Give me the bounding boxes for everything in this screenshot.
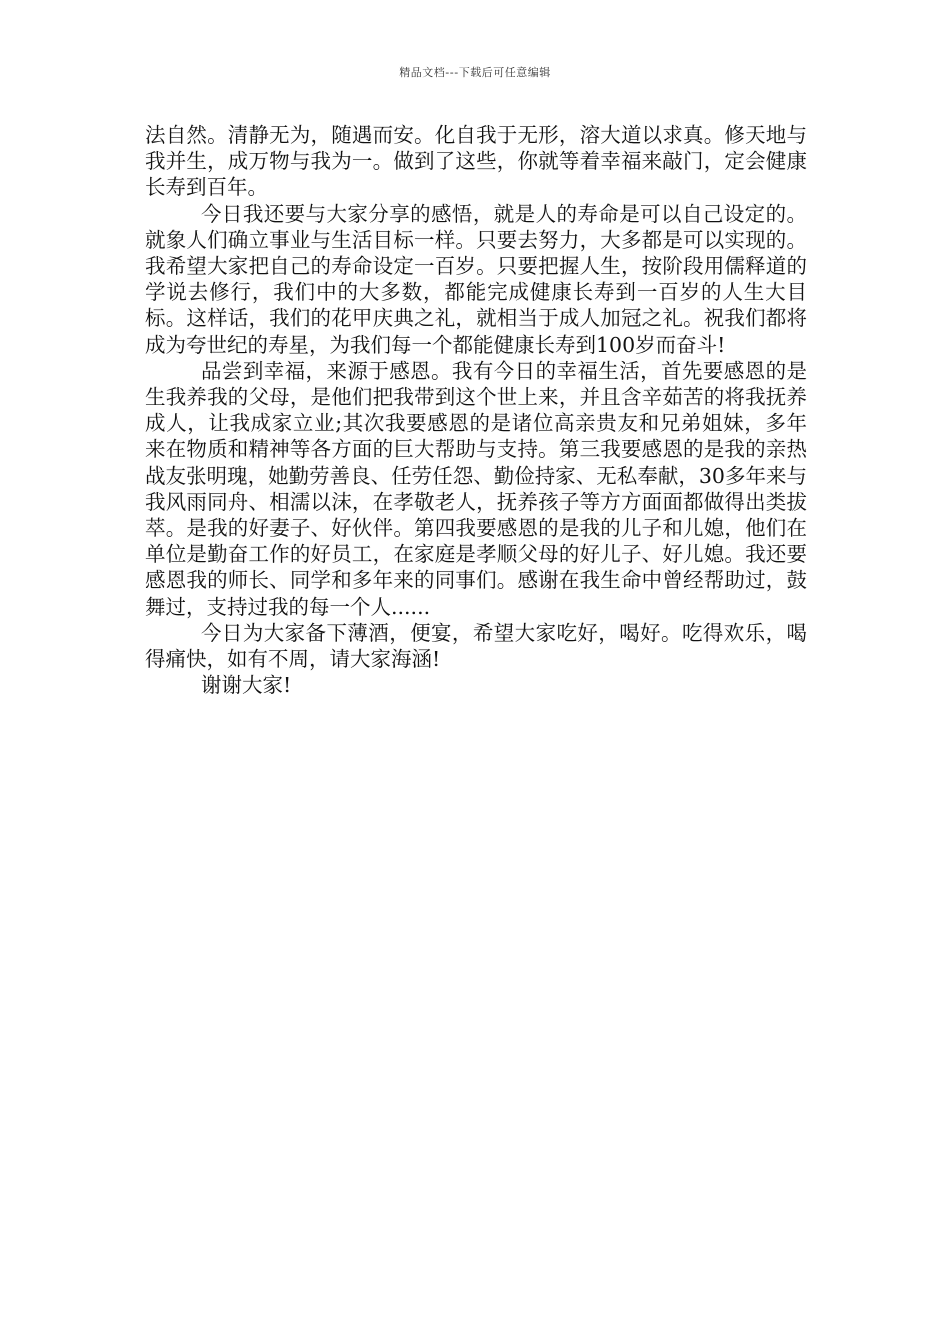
paragraph-4: 今日为大家备下薄酒，便宴，希望大家吃好，喝好。吃得欢乐，喝得痛快，如有不周，请大家海涵!	[145, 620, 807, 672]
paragraph-3: 品尝到幸福，来源于感恩。我有今日的幸福生活，首先要感恩的是生我养我的父母，是他们把我带到这个世上来，并且含辛茹苦的将我抚养成人，让我成家立业;其次我要感恩的是诸位高亲贵友和兄弟姐妹，多年来在物质和精神等各方面的巨大帮助与支持。第三我要感恩的是我的亲热战友张明瑰，她勤劳善良、任劳任怨、勤俭持家、无私奉献，30多年来与我风雨同舟、相濡以沫，在孝敬老人，抚养孩子等方方面面都做得出类拔萃。是我的好妻子、好伙伴。第四我要感恩的是我的儿子和儿媳，他们在单位是勤奋工作的好员工，在家庭是孝顺父母的好儿子、好儿媳。我还要感恩我的师长、同学和多年来的同事们。感谢在我生命中曾经帮助过，鼓舞过，支持过我的每一个人......	[145, 358, 807, 619]
document-body	[145, 122, 807, 698]
paragraph-1: 法自然。清静无为，随遇而安。化自我于无形，溶大道以求真。修天地与我并生，成万物与我为一。做到了这些，你就等着幸福来敲门，定会健康长寿到百年。	[145, 123, 807, 200]
paragraph-2: 今日我还要与大家分享的感悟，就是人的寿命是可以自己设定的。就象人们确立事业与生活目标一样。只要去努力，大多都是可以实现的。我希望大家把自己的寿命设定一百岁。只要把握人生，按阶段用儒释道的学说去修行，我们中的大多数，都能完成健康长寿到一百岁的人生大目标。这样话，我们的花甲庆典之礼，就相当于成人加冠之礼。祝我们都将成为夸世纪的寿星，为我们每一个都能健康长寿到100岁而奋斗!	[145, 201, 807, 357]
page-header: 精品文档---下载后可任意编辑	[399, 66, 551, 79]
paragraph-5: 谢谢大家!	[201, 673, 292, 698]
